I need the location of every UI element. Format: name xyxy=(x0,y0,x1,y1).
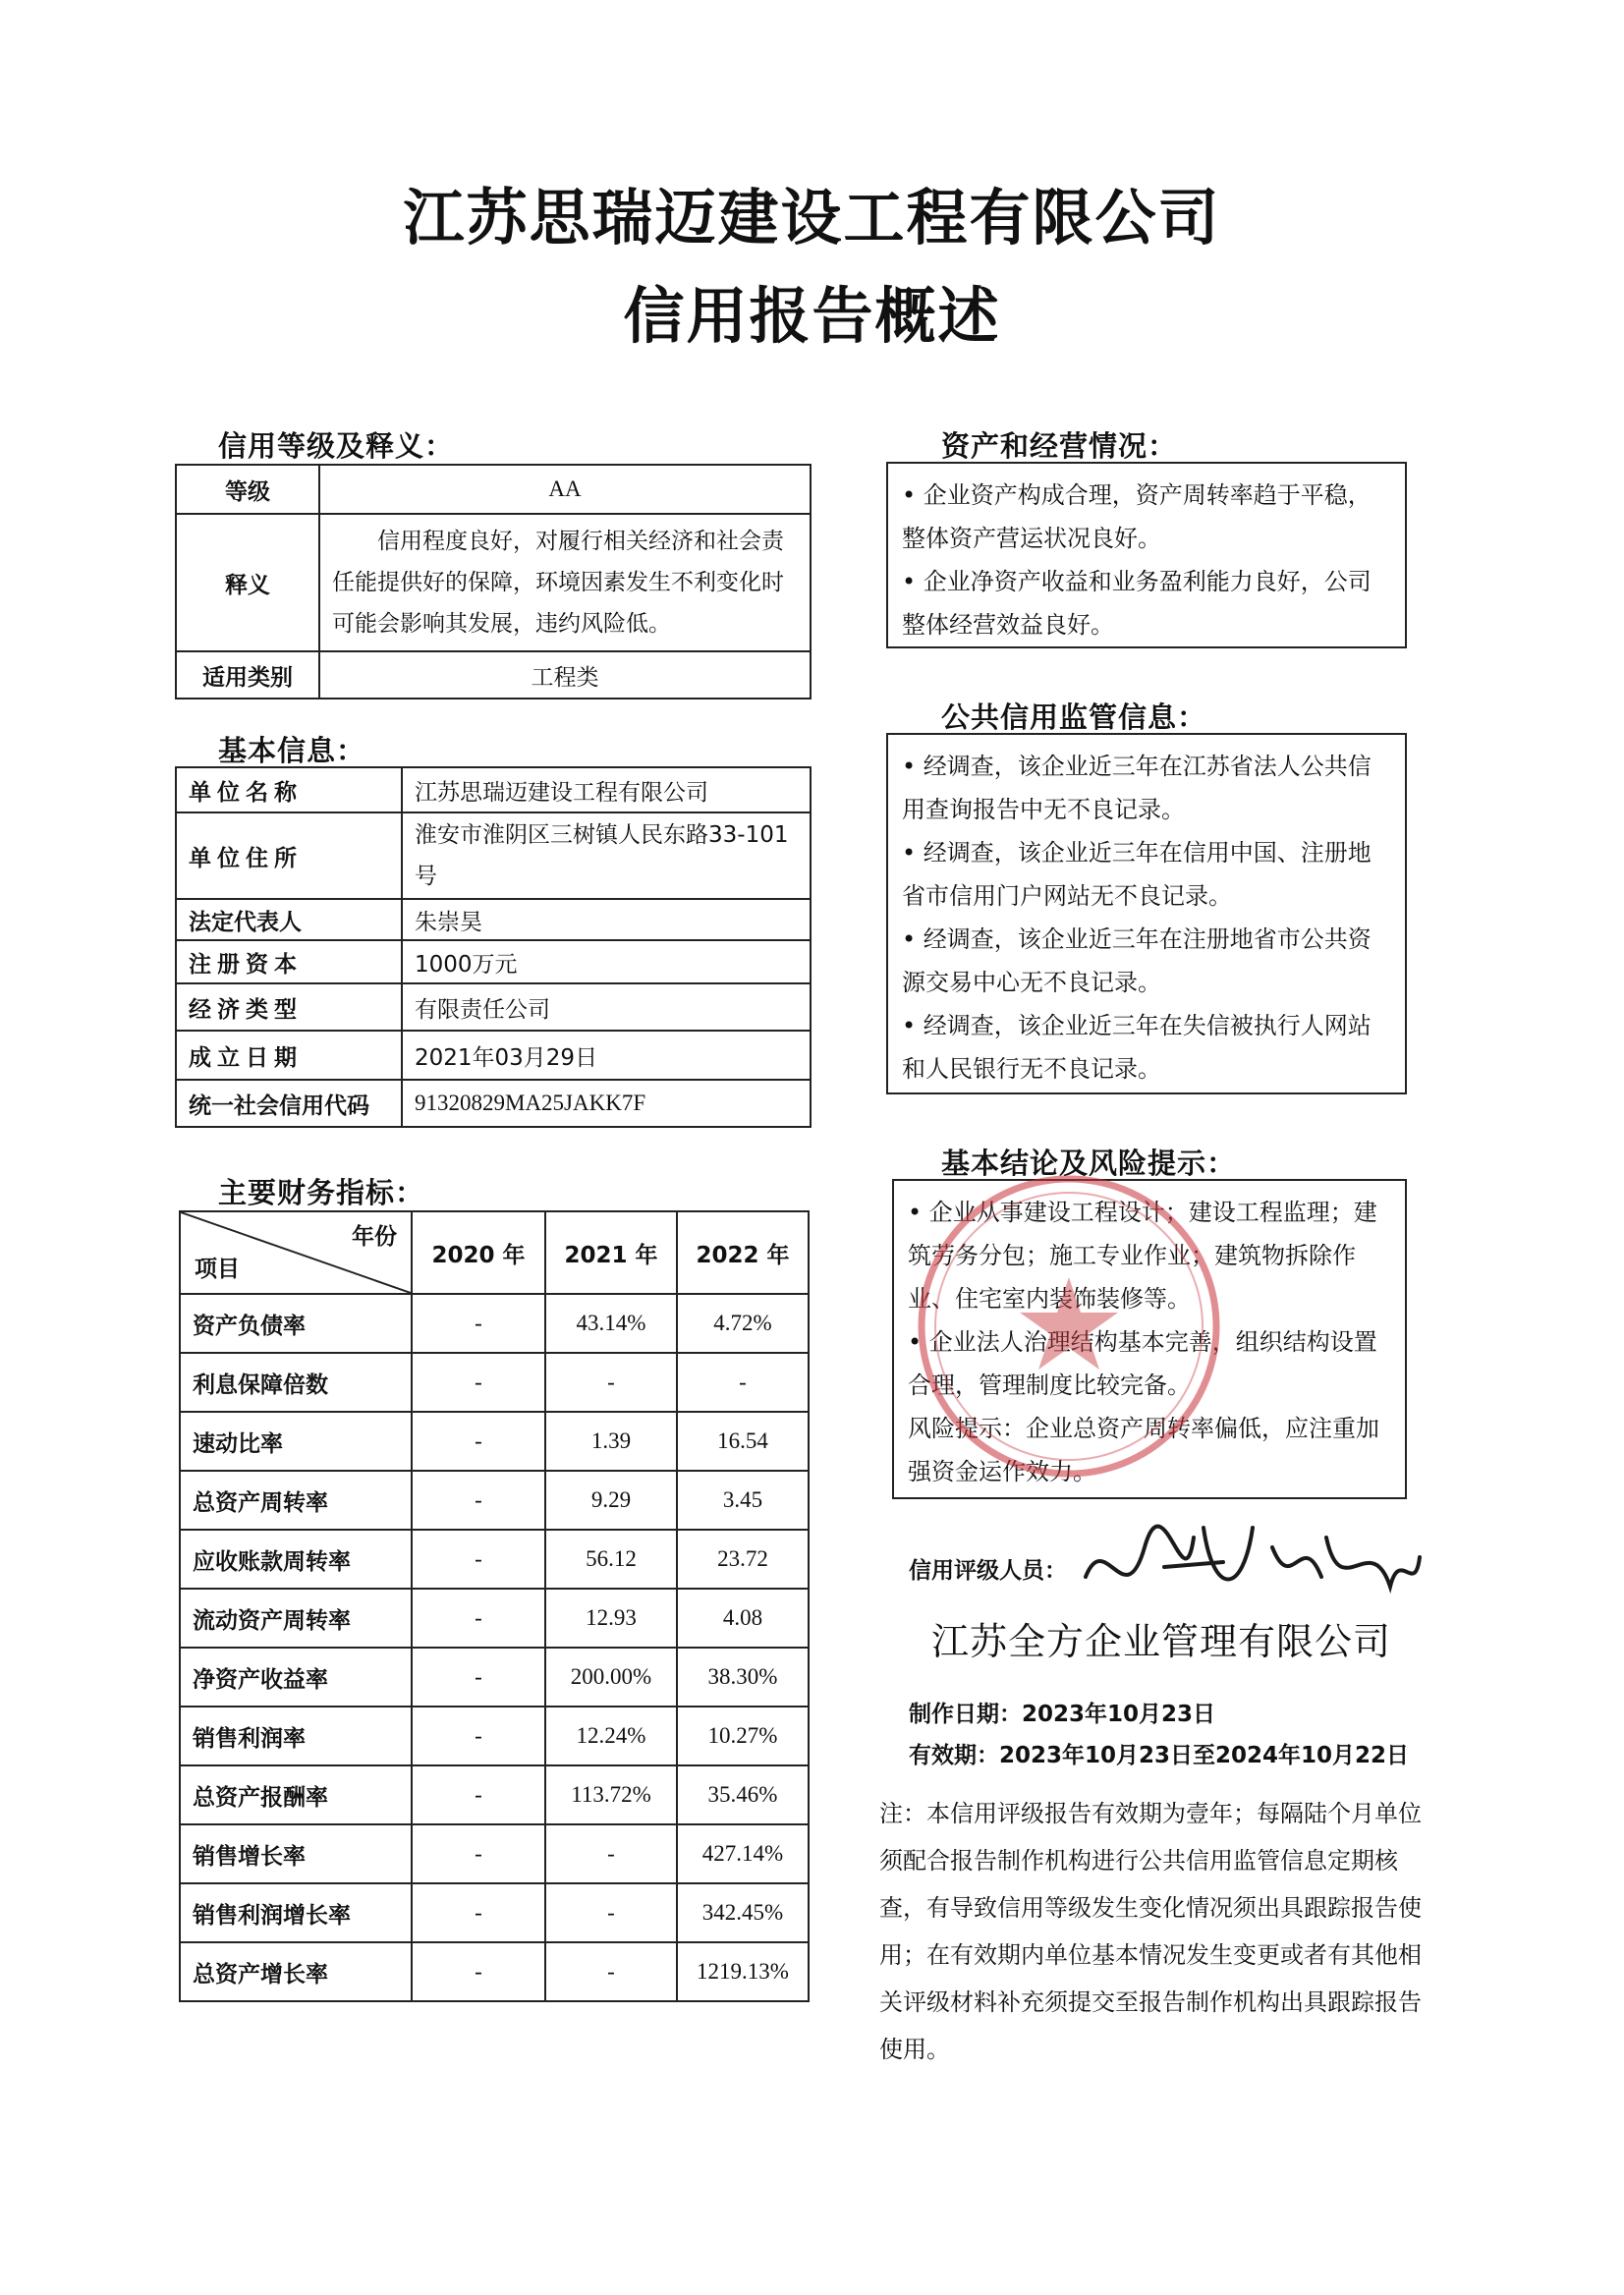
meaning-label: 释义 xyxy=(176,514,319,651)
year-header: 2022 年 xyxy=(677,1211,809,1294)
basic-info-value: 江苏思瑞迈建设工程有限公司 xyxy=(402,767,811,812)
indicator-2020: - xyxy=(412,1471,545,1530)
indicator-name: 资产负债率 xyxy=(180,1294,412,1353)
indicator-name: 净资产收益率 xyxy=(180,1648,412,1707)
financials-row xyxy=(180,1648,809,1707)
rating-company-name: 江苏全方企业管理有限公司 xyxy=(931,1620,1392,1663)
indicator-2020: - xyxy=(412,1824,545,1883)
indicator-name: 总资产周转率 xyxy=(180,1471,412,1530)
financials-row xyxy=(180,1412,809,1471)
basic-info-value: 淮安市淮阴区三树镇人民东路33-101号 xyxy=(402,812,811,899)
grade-label: 等级 xyxy=(176,465,319,514)
basic-info-table xyxy=(175,766,812,1128)
item-header-label: 项目 xyxy=(195,1257,240,1282)
credit-rating-table xyxy=(175,464,812,700)
basic-info-row xyxy=(176,767,811,812)
indicator-name: 速动比率 xyxy=(180,1412,412,1471)
basic-info-row xyxy=(176,812,811,899)
public-credit-item: • 经调查，该企业近三年在失信被执行人网站和人民银行无不良记录。 xyxy=(902,1004,1391,1091)
indicator-name: 销售利润增长率 xyxy=(180,1883,412,1942)
year-header-label: 年份 xyxy=(352,1224,397,1250)
indicator-name: 流动资产周转率 xyxy=(180,1589,412,1648)
financials-row xyxy=(180,1471,809,1530)
public-credit-heading: 公共信用监管信息： xyxy=(941,700,1207,734)
indicator-2021: - xyxy=(545,1942,677,2001)
category-label: 适用类别 xyxy=(176,651,319,699)
basic-info-value: 朱崇昊 xyxy=(402,899,811,940)
conclusion-item: • 企业从事建设工程设计；建设工程监理；建筑劳务分包；施工专业作业；建筑物拆除作业、住宅室内装饰装修等。 xyxy=(908,1191,1391,1320)
financials-row xyxy=(180,1294,809,1353)
basic-info-value: 有限责任公司 xyxy=(402,983,811,1031)
indicator-2022: 38.30% xyxy=(677,1648,809,1707)
rater-signature xyxy=(1076,1508,1429,1626)
indicator-2021: 43.14% xyxy=(545,1294,677,1353)
category-row xyxy=(176,651,811,699)
indicator-2021: 56.12 xyxy=(545,1530,677,1589)
basic-info-label: 经济类型 xyxy=(176,983,402,1031)
financials-corner-cell xyxy=(180,1211,412,1294)
indicator-name: 销售增长率 xyxy=(180,1824,412,1883)
basic-info-label: 单位名称 xyxy=(176,767,402,812)
indicator-2020: - xyxy=(412,1530,545,1589)
indicator-2022: 16.54 xyxy=(677,1412,809,1471)
indicator-2022: 10.27% xyxy=(677,1707,809,1765)
report-title: 信用报告概述 xyxy=(623,280,1001,352)
indicator-2020: - xyxy=(412,1412,545,1471)
meaning-value: 信用程度良好，对履行相关经济和社会责任能提供好的保障，环境因素发生不利变化时可能会影响其发展，违约风险低。 xyxy=(319,514,811,651)
public-credit-item: • 经调查，该企业近三年在信用中国、注册地省市信用门户网站无不良记录。 xyxy=(902,831,1391,918)
basic-info-label: 单位住所 xyxy=(176,812,402,899)
report-company-title: 江苏思瑞迈建设工程有限公司 xyxy=(403,182,1221,253)
indicator-2022: 342.45% xyxy=(677,1883,809,1942)
indicator-2020: - xyxy=(412,1942,545,2001)
basic-info-label: 成立日期 xyxy=(176,1031,402,1080)
financials-row xyxy=(180,1589,809,1648)
company-seal xyxy=(902,1159,1236,1493)
risk-warning: 风险提示：企业总资产周转率偏低，应注重加强资金运作效力。 xyxy=(908,1415,1379,1485)
grade-row xyxy=(176,465,811,514)
basic-info-label: 法定代表人 xyxy=(176,899,402,940)
public-credit-item: • 经调查，该企业近三年在江苏省法人公共信用查询报告中无不良记录。 xyxy=(902,745,1391,831)
public-credit-item: • 经调查，该企业近三年在注册地省市公共资源交易中心无不良记录。 xyxy=(902,918,1391,1004)
year-header: 2020 年 xyxy=(412,1211,545,1294)
indicator-2020: - xyxy=(412,1589,545,1648)
financials-row xyxy=(180,1942,809,2001)
indicator-2021: - xyxy=(545,1824,677,1883)
indicator-2022: 3.45 xyxy=(677,1471,809,1530)
indicator-2020: - xyxy=(412,1353,545,1412)
basic-info-value: 1000万元 xyxy=(402,940,811,983)
indicator-2022: 4.72% xyxy=(677,1294,809,1353)
assets-operation-box xyxy=(886,462,1407,648)
basic-info-heading: 基本信息： xyxy=(218,734,366,767)
financials-row xyxy=(180,1707,809,1765)
basic-info-row xyxy=(176,1031,811,1080)
basic-info-row xyxy=(176,1080,811,1127)
credit-rating-heading: 信用等级及释义： xyxy=(218,429,455,463)
indicator-2022: - xyxy=(677,1353,809,1412)
indicator-2022: 35.46% xyxy=(677,1765,809,1824)
indicator-2020: - xyxy=(412,1648,545,1707)
indicator-name: 利息保障倍数 xyxy=(180,1353,412,1412)
basic-info-row xyxy=(176,983,811,1031)
financials-row xyxy=(180,1824,809,1883)
indicator-2022: 23.72 xyxy=(677,1530,809,1589)
indicator-2021: - xyxy=(545,1353,677,1412)
conclusion-item: • 企业法人治理结构基本完善，组织结构设置合理，管理制度比较完备。 xyxy=(908,1320,1391,1407)
basic-info-row xyxy=(176,899,811,940)
assets-operation-item: • 企业资产构成合理，资产周转率趋于平稳，整体资产营运状况良好。 xyxy=(902,474,1391,560)
indicator-name: 总资产增长率 xyxy=(180,1942,412,2001)
category-value: 工程类 xyxy=(319,651,811,699)
conclusion-heading: 基本结论及风险提示： xyxy=(941,1147,1237,1180)
valid-period: 有效期：2023年10月23日至2024年10月22日 xyxy=(909,1743,1410,1768)
assets-operation-item: • 企业净资产收益和业务盈利能力良好，公司整体经营效益良好。 xyxy=(902,560,1391,646)
indicator-2020: - xyxy=(412,1765,545,1824)
basic-info-row xyxy=(176,940,811,983)
indicator-2021: 9.29 xyxy=(545,1471,677,1530)
indicator-2021: 113.72% xyxy=(545,1765,677,1824)
financials-heading: 主要财务指标： xyxy=(218,1176,425,1209)
financials-table xyxy=(179,1210,810,2002)
indicator-name: 销售利润率 xyxy=(180,1707,412,1765)
indicator-2021: 200.00% xyxy=(545,1648,677,1707)
basic-info-value: 91320829MA25JAKK7F xyxy=(402,1080,811,1127)
validity-note: 注：本信用评级报告有效期为壹年；每隔陆个月单位须配合报告制作机构进行公共信用监管信息定期核查，有导致信用等级发生变化情况须出具跟踪报告使用；在有效期内单位基本情况发生变更或者有其他相关评级材料补充须提交至报告制作机构出具跟踪报告使用。 xyxy=(879,1800,1422,2063)
indicator-2022: 1219.13% xyxy=(677,1942,809,2001)
public-credit-box xyxy=(886,733,1407,1094)
financials-row xyxy=(180,1530,809,1589)
indicator-2021: 12.93 xyxy=(545,1589,677,1648)
indicator-2021: 12.24% xyxy=(545,1707,677,1765)
indicator-name: 总资产报酬率 xyxy=(180,1765,412,1824)
make-date: 制作日期：2023年10月23日 xyxy=(909,1702,1216,1727)
financials-row xyxy=(180,1765,809,1824)
indicator-2021: 1.39 xyxy=(545,1412,677,1471)
indicator-2020: - xyxy=(412,1883,545,1942)
financials-row xyxy=(180,1883,809,1942)
basic-info-label: 注册资本 xyxy=(176,940,402,983)
financials-header-row xyxy=(180,1211,809,1294)
financials-row xyxy=(180,1353,809,1412)
basic-info-value: 2021年03月29日 xyxy=(402,1031,811,1080)
rater-label: 信用评级人员： xyxy=(909,1558,1067,1584)
indicator-2021: - xyxy=(545,1883,677,1942)
indicator-2020: - xyxy=(412,1707,545,1765)
grade-value: AA xyxy=(319,465,811,514)
indicator-2022: 4.08 xyxy=(677,1589,809,1648)
year-header: 2021 年 xyxy=(545,1211,677,1294)
basic-info-label: 统一社会信用代码 xyxy=(176,1080,402,1127)
meaning-row xyxy=(176,514,811,651)
indicator-name: 应收账款周转率 xyxy=(180,1530,412,1589)
indicator-2020: - xyxy=(412,1294,545,1353)
indicator-2022: 427.14% xyxy=(677,1824,809,1883)
assets-operation-heading: 资产和经营情况： xyxy=(941,429,1178,463)
